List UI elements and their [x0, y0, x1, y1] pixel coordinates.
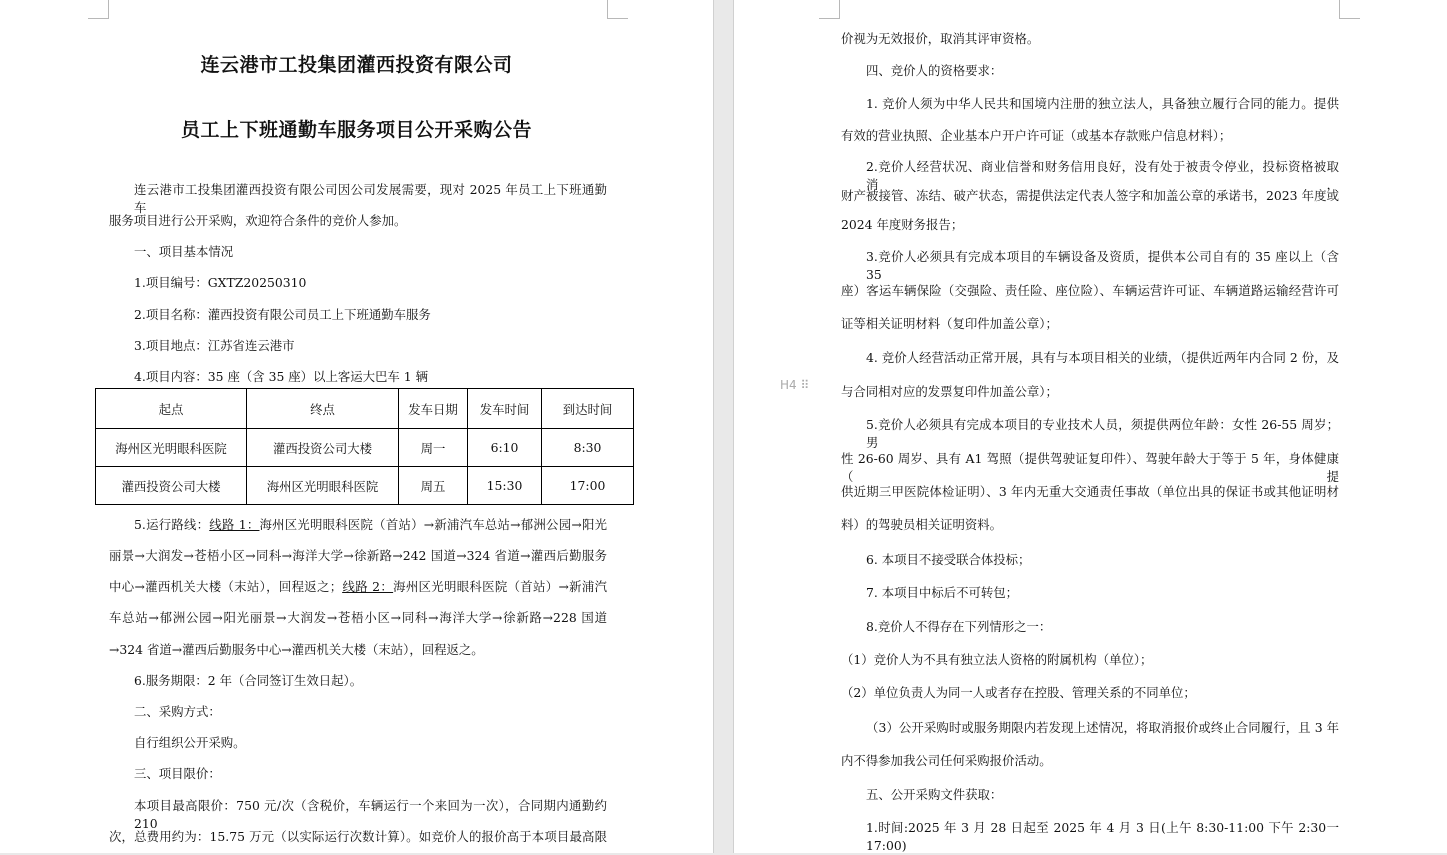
- text-segment: 三、项目限价：: [134, 766, 221, 781]
- text-segment: 料）的驾驶员相关证明资料。: [841, 517, 1003, 532]
- page-corner-mark: [607, 0, 628, 19]
- table-header-cell: 到达时间: [542, 389, 634, 429]
- paragraph-line: [866, 349, 1339, 367]
- paragraph-line: [841, 483, 1339, 501]
- table-cell: 15:30: [468, 467, 542, 505]
- table-header-cell: 起点: [96, 389, 247, 429]
- text-segment: 4. 竞价人经营活动正常开展，具有与本项目相关的业绩，（提供近两年内合同 2 份，及: [866, 350, 1339, 365]
- text-segment: 次，总费用约为：15.75 万元（以实际运行次数计算）。如竞价人的报价高于本项目最高限: [109, 829, 607, 844]
- paragraph-line: [841, 651, 1152, 669]
- paragraph-line: [866, 248, 1339, 282]
- table-row: [96, 429, 634, 467]
- route-label: 线路 2：: [342, 579, 394, 594]
- table-header-row: [96, 389, 634, 429]
- schedule-table: [95, 388, 634, 505]
- paragraph-line: [866, 618, 1051, 636]
- paragraph-line: [134, 516, 607, 534]
- text-segment: 四、竞价人的资格要求：: [866, 63, 1003, 78]
- text-segment: 2024 年度财务报告；: [841, 217, 964, 232]
- text-segment: 本项目最高限价：750 元/次（含税价，车辆运行一个来回为一次），合同期内通勤约 210: [134, 798, 607, 831]
- text-segment: （3）公开采购时或服务期限内若发现上述情况，将取消报价或终止合同履行，且 3 年: [866, 720, 1339, 735]
- heading-level-drag-handle[interactable]: [780, 378, 809, 392]
- paragraph-line: [109, 609, 607, 627]
- page-corner-mark: [1339, 0, 1360, 19]
- paragraph-line: [109, 828, 607, 846]
- text-segment: 有效的营业执照、企业基本户开户许可证（或基本存款账户信息材料）；: [841, 128, 1232, 143]
- text-segment: 1. 竞价人须为中华人民共和国境内注册的独立法人，具备独立履行合同的能力。提供: [866, 96, 1339, 111]
- paragraph-line: [841, 315, 1058, 333]
- paragraph-line: [134, 797, 607, 831]
- text-segment: 座）客运车辆保险（交强险、责任险、座位险）、车辆运营许可证、车辆道路运输经营许可: [841, 283, 1339, 298]
- paragraph-line: [841, 684, 1196, 702]
- text-segment: 二、采购方式：: [134, 704, 221, 719]
- text-segment: 5.运行路线：: [134, 517, 210, 532]
- paragraph-line: [866, 719, 1339, 737]
- paragraph-line: [866, 416, 1339, 450]
- paragraph-line: [109, 212, 406, 230]
- paragraph-line: [109, 641, 484, 659]
- text-segment: （1）竞价人为不具有独立法人资格的附属机构（单位）；: [841, 652, 1153, 667]
- paragraph-line: [134, 243, 233, 261]
- text-segment: 海州区光明眼科医院（首站）→新浦汽: [393, 579, 607, 594]
- paragraph-line: [866, 551, 1030, 569]
- table-cell: 8:30: [542, 429, 634, 467]
- table-cell: 灌西投资公司大楼: [96, 467, 247, 505]
- paragraph-line: [109, 578, 607, 596]
- paragraph-line: [134, 181, 607, 215]
- document-page-right: [733, 0, 1447, 853]
- paragraph-line: [841, 127, 1231, 145]
- text-segment: 4.项目内容：35 座（含 35 座）以上客运大巴车 1 辆: [134, 369, 428, 384]
- text-segment: 海州区光明眼科医院（首站）→新浦汽车总站→郁洲公园→阳光: [259, 517, 607, 532]
- text-segment: 供近期三甲医院体检证明）、3 年内无重大交通责任事故（单位出具的保证书或其他证明材: [841, 484, 1339, 499]
- drag-handle-icon: ⠿: [800, 378, 810, 392]
- text-segment: 2.项目名称：灌西投资有限公司员工上下班通勤车服务: [134, 307, 431, 322]
- text-segment: 丽景→大润发→苍梧小区→同科→海洋大学→徐新路→242 国道→324 省道→灌西后勤服务: [109, 548, 607, 563]
- table-cell: 海州区光明眼科医院: [96, 429, 247, 467]
- table-cell: 灌西投资公司大楼: [247, 429, 399, 467]
- paragraph-line: [866, 786, 1002, 804]
- paragraph-line: [134, 765, 221, 783]
- paragraph-line: [134, 306, 431, 324]
- heading-level-marker: H4: [780, 378, 797, 392]
- paragraph-line: [134, 672, 362, 690]
- paragraph-line: [841, 187, 1339, 205]
- table-cell: 海州区光明眼科医院: [247, 467, 399, 505]
- table-cell: 周五: [399, 467, 468, 505]
- page-corner-mark: [88, 0, 109, 19]
- paragraph-line: [866, 158, 1339, 192]
- text-segment: 3.项目地点：江苏省连云港市: [134, 338, 295, 353]
- paragraph-line: [866, 62, 1002, 80]
- text-segment: 6.服务期限：2 年（合同签订生效日起）。: [134, 673, 363, 688]
- text-segment: 8.竞价人不得存在下列情形之一：: [866, 619, 1052, 634]
- paragraph-line: [841, 30, 1039, 48]
- text-segment: 自行组织公开采购。: [134, 735, 246, 750]
- paragraph-line: [134, 274, 306, 292]
- text-segment: 3.竞价人必须具有完成本项目的车辆设备及资质，提供本公司自有的 35 座以上（含 35: [866, 249, 1339, 282]
- paragraph-line: [134, 703, 221, 721]
- document-page-left: [0, 0, 714, 853]
- text-segment: 财产被接管、冻结、破产状态，需提供法定代表人签字和加盖公章的承诺书，2023 年度或: [841, 188, 1339, 203]
- paragraph-line: [109, 547, 607, 565]
- table-header-cell: 终点: [247, 389, 399, 429]
- paragraph-line: [866, 95, 1339, 113]
- text-segment: 与合同相对应的发票复印件加盖公章）；: [841, 384, 1058, 399]
- paragraph-line: [841, 383, 1058, 401]
- text-segment: 1.项目编号：GXTZ20250310: [134, 275, 307, 290]
- paragraph-line: [134, 368, 428, 386]
- page-corner-mark: [819, 0, 840, 19]
- text-segment: 中心→灌西机关大楼（末站），回程返之；: [109, 579, 343, 594]
- text-segment: 性 26-60 周岁、具有 A1 驾照（提供驾驶证复印件）、驾驶年龄大于等于 5 年，身体健康（提: [841, 451, 1339, 484]
- paragraph-line: [841, 282, 1339, 300]
- text-segment: 服务项目进行公开采购，欢迎符合条件的竞价人参加。: [109, 213, 407, 228]
- text-segment: 五、公开采购文件获取：: [866, 787, 1003, 802]
- text-segment: 6. 本项目不接受联合体投标；: [866, 552, 1031, 567]
- text-segment: 1.时间:2025 年 3 月 28 日起至 2025 年 4 月 3 日(上午 8:30-11:00 下午 2:30一17:00): [866, 820, 1339, 853]
- text-segment: 价视为无效报价，取消其评审资格。: [841, 31, 1040, 46]
- paragraph-line: [134, 337, 295, 355]
- text-segment: →324 省道→灌西后勤服务中心→灌西机关大楼（末站），回程返之。: [109, 642, 484, 657]
- text-segment: （2）单位负责人为同一人或者存在控股、管理关系的不同单位；: [841, 685, 1196, 700]
- table-cell: 6:10: [468, 429, 542, 467]
- table-row: [96, 467, 634, 505]
- paragraph-line: [841, 216, 963, 234]
- text-segment: 7. 本项目中标后不可转包；: [866, 585, 1019, 600]
- text-segment: 一、项目基本情况: [134, 244, 234, 259]
- table-cell: 周一: [399, 429, 468, 467]
- text-segment: 2.竞价人经营状况、商业信誉和财务信用良好，没有处于被责令停业，投标资格被取消，: [866, 159, 1339, 192]
- paragraph-line: [866, 584, 1018, 602]
- text-segment: 连云港市工投集团灌西投资有限公司因公司发展需要，现对 2025 年员工上下班通勤车: [134, 182, 607, 215]
- paragraph-line: [841, 516, 1002, 534]
- table-cell: 17:00: [542, 467, 634, 505]
- table-header-cell: 发车时间: [468, 389, 542, 429]
- route-label: 线路 1：: [209, 517, 260, 532]
- text-segment: 车总站→郁洲公园→阳光丽景→大润发→苍梧小区→同科→海洋大学→徐新路→228 国道: [109, 610, 607, 625]
- paragraph-line: [841, 752, 1052, 770]
- text-segment: 内不得参加我公司任何采购报价活动。: [841, 753, 1052, 768]
- document-subtitle: 员工上下班通勤车服务项目公开采购公告: [180, 119, 532, 141]
- text-segment: 5.竞价人必须具有完成本项目的专业技术人员，须提供两位年龄：女性 26-55 周岁；男: [866, 417, 1339, 450]
- paragraph-line: [134, 734, 246, 752]
- paragraph-line: [841, 450, 1339, 484]
- paragraph-line: [866, 819, 1339, 853]
- text-segment: 证等相关证明材料（复印件加盖公章）；: [841, 316, 1058, 331]
- table-header-cell: 发车日期: [399, 389, 468, 429]
- document-title: 连云港市工投集团灌西投资有限公司: [200, 54, 513, 76]
